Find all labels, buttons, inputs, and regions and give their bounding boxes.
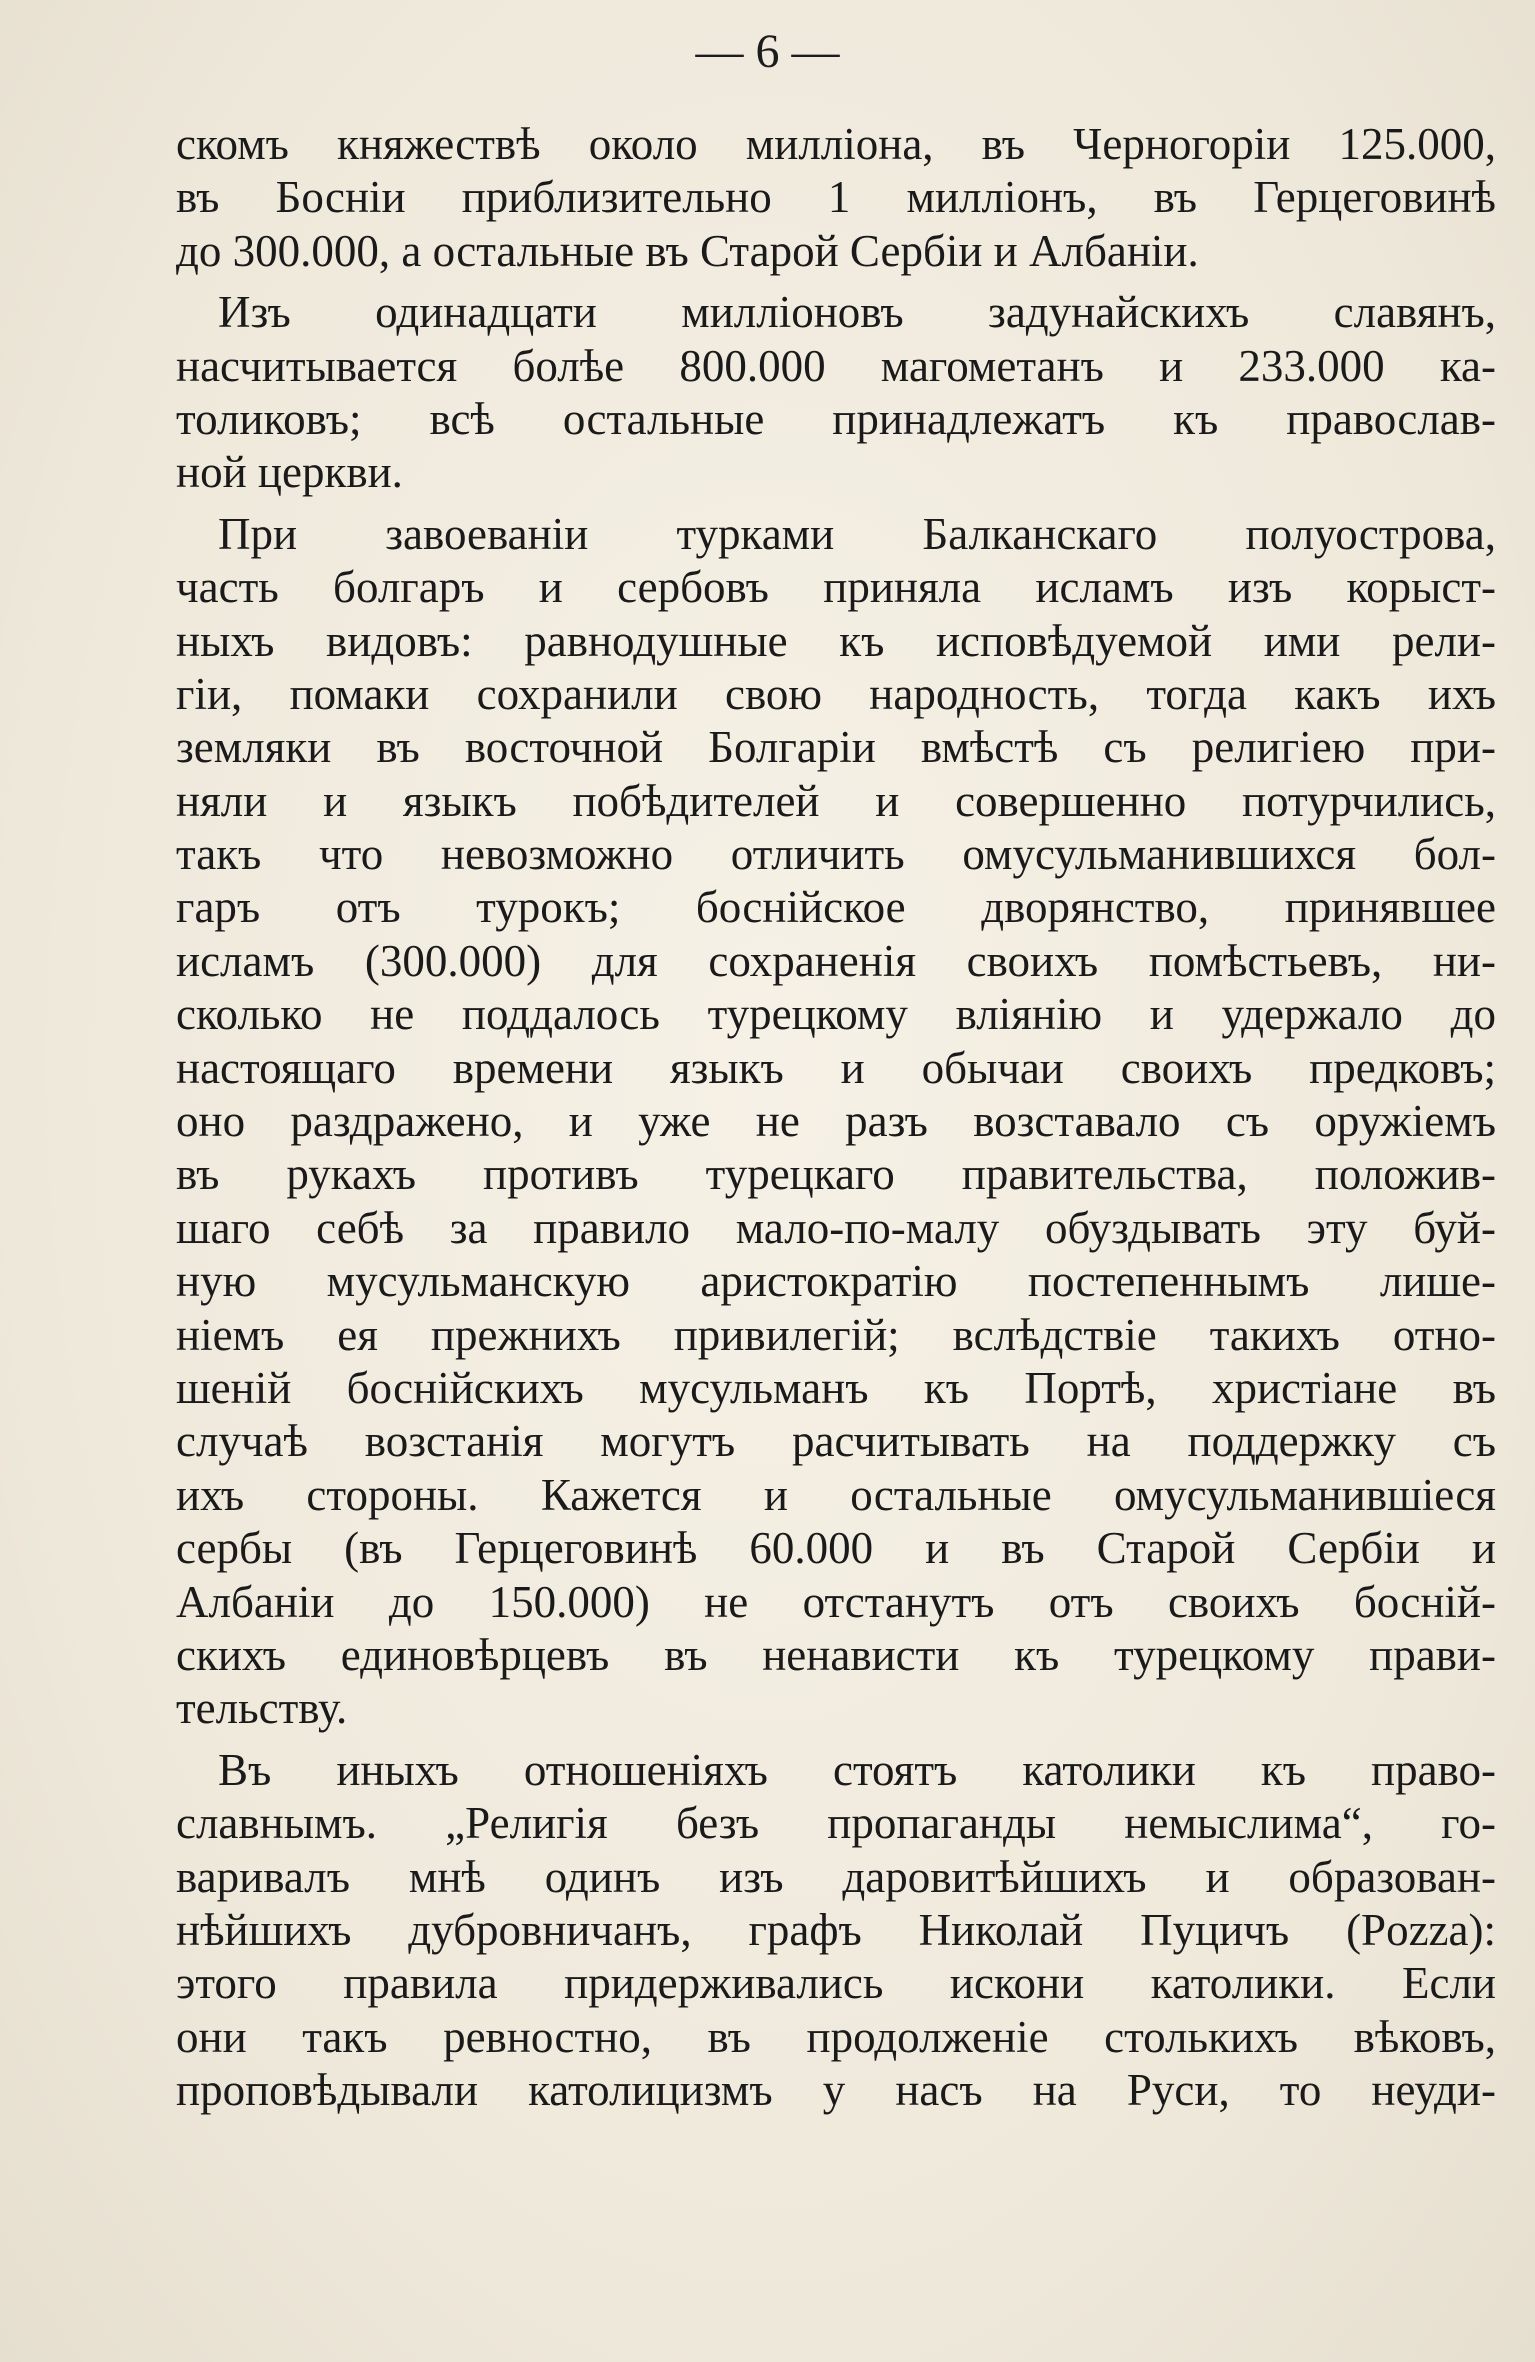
text-line: настоящаго времени языкъ и обычаи своихъ предковъ;	[176, 1042, 1496, 1093]
text-line: шеній боснійскихъ мусульманъ къ Портѣ, христіане въ	[176, 1362, 1496, 1413]
text-line: ихъ стороны. Кажется и остальные омусульманившіеся	[176, 1469, 1496, 1520]
page-number: — 6 —	[695, 25, 840, 78]
text-line: няли и языкъ побѣдителей и совершенно потурчились,	[176, 775, 1496, 826]
text-line: При завоеваніи турками Балканскаго полуострова,	[218, 508, 1496, 559]
text-line: гаръ отъ турокъ; боснійское дворянство, принявшее	[176, 882, 1496, 933]
text-line: до 300.000, а остальные въ Старой Сербіи и Албаніи.	[176, 225, 1199, 276]
text-line: скомъ княжествѣ около милліона, въ Черногоріи 125.000,	[176, 119, 1496, 169]
text-line: земляки въ восточной Болгаріи вмѣстѣ съ религіею при-	[176, 722, 1496, 773]
text-line: они такъ ревностно, въ продолженіе столькихъ вѣковъ,	[176, 2011, 1496, 2062]
text-line: тельству.	[176, 1683, 348, 1734]
text-line: толиковъ; всѣ остальные принадлежатъ къ православ-	[176, 393, 1496, 444]
text-line: гіи, помаки сохранили свою народность, тогда какъ ихъ	[176, 668, 1496, 719]
text-line: въ Босніи приблизительно 1 милліонъ, въ Герцеговинѣ	[176, 172, 1496, 223]
text-line: Изъ одинадцати милліоновъ задунайскихъ славянъ,	[218, 287, 1496, 338]
text-line: ныхъ видовъ: равнодушные къ исповѣдуемой ими рели-	[176, 615, 1496, 666]
text-line: часть болгаръ и сербовъ приняла исламъ изъ корыст-	[176, 562, 1496, 613]
text-line: шаго себѣ за правило мало-по-малу обуздывать эту буй-	[176, 1202, 1496, 1253]
text-line: ной церкви.	[176, 447, 403, 498]
text-line: насчитывается болѣе 800.000 магометанъ и 233.000 ка-	[176, 340, 1496, 391]
text-line: славнымъ. „Религія безъ пропаганды немыслима“, го-	[176, 1798, 1496, 1849]
paragraph-gap	[176, 500, 1496, 508]
text-line: оно раздражено, и уже не разъ возставало съ оружіемъ	[176, 1096, 1496, 1147]
text-line: такъ что невозможно отличить омусульманившихся бол-	[176, 829, 1496, 880]
text-line: этого правила придерживались искони католики. Если	[176, 1958, 1496, 2009]
text-line: скихъ единовѣрцевъ въ ненависти къ турецкому прави-	[176, 1629, 1496, 1680]
text-line: сербы (въ Герцеговинѣ 60.000 и въ Старой Сербіи и	[176, 1523, 1496, 1574]
text-line: Албаніи до 150.000) не отстанутъ отъ своихъ босній-	[176, 1576, 1496, 1627]
text-line: ніемъ ея прежнихъ привилегій; вслѣдствіе такихъ отно-	[176, 1309, 1496, 1360]
text-line: ную мусульманскую аристократію постепеннымъ лише-	[176, 1256, 1496, 1307]
page-text	[176, 118, 1496, 2117]
text-line: случаѣ возстанія могутъ расчитывать на поддержку съ	[176, 1416, 1496, 1467]
text-line: нѣйшихъ дубровничанъ, графъ Николай Пуцичъ (Pozza):	[176, 1904, 1496, 1955]
text-line: сколько не поддалось турецкому вліянію и удержало до	[176, 989, 1496, 1040]
text-line: варивалъ мнѣ одинъ изъ даровитѣйшихъ и образован-	[176, 1851, 1496, 1902]
paragraph-gap	[176, 278, 1496, 286]
text-line: Въ иныхъ отношеніяхъ стоятъ католики къ право-	[218, 1744, 1496, 1795]
text-line: исламъ (300.000) для сохраненія своихъ помѣстьевъ, ни-	[176, 935, 1496, 986]
text-line: проповѣдывали католицизмъ у насъ на Руси, то неуди-	[176, 2065, 1496, 2116]
paragraph-gap	[176, 1736, 1496, 1744]
text-line: въ рукахъ противъ турецкаго правительства, положив-	[176, 1149, 1496, 1200]
